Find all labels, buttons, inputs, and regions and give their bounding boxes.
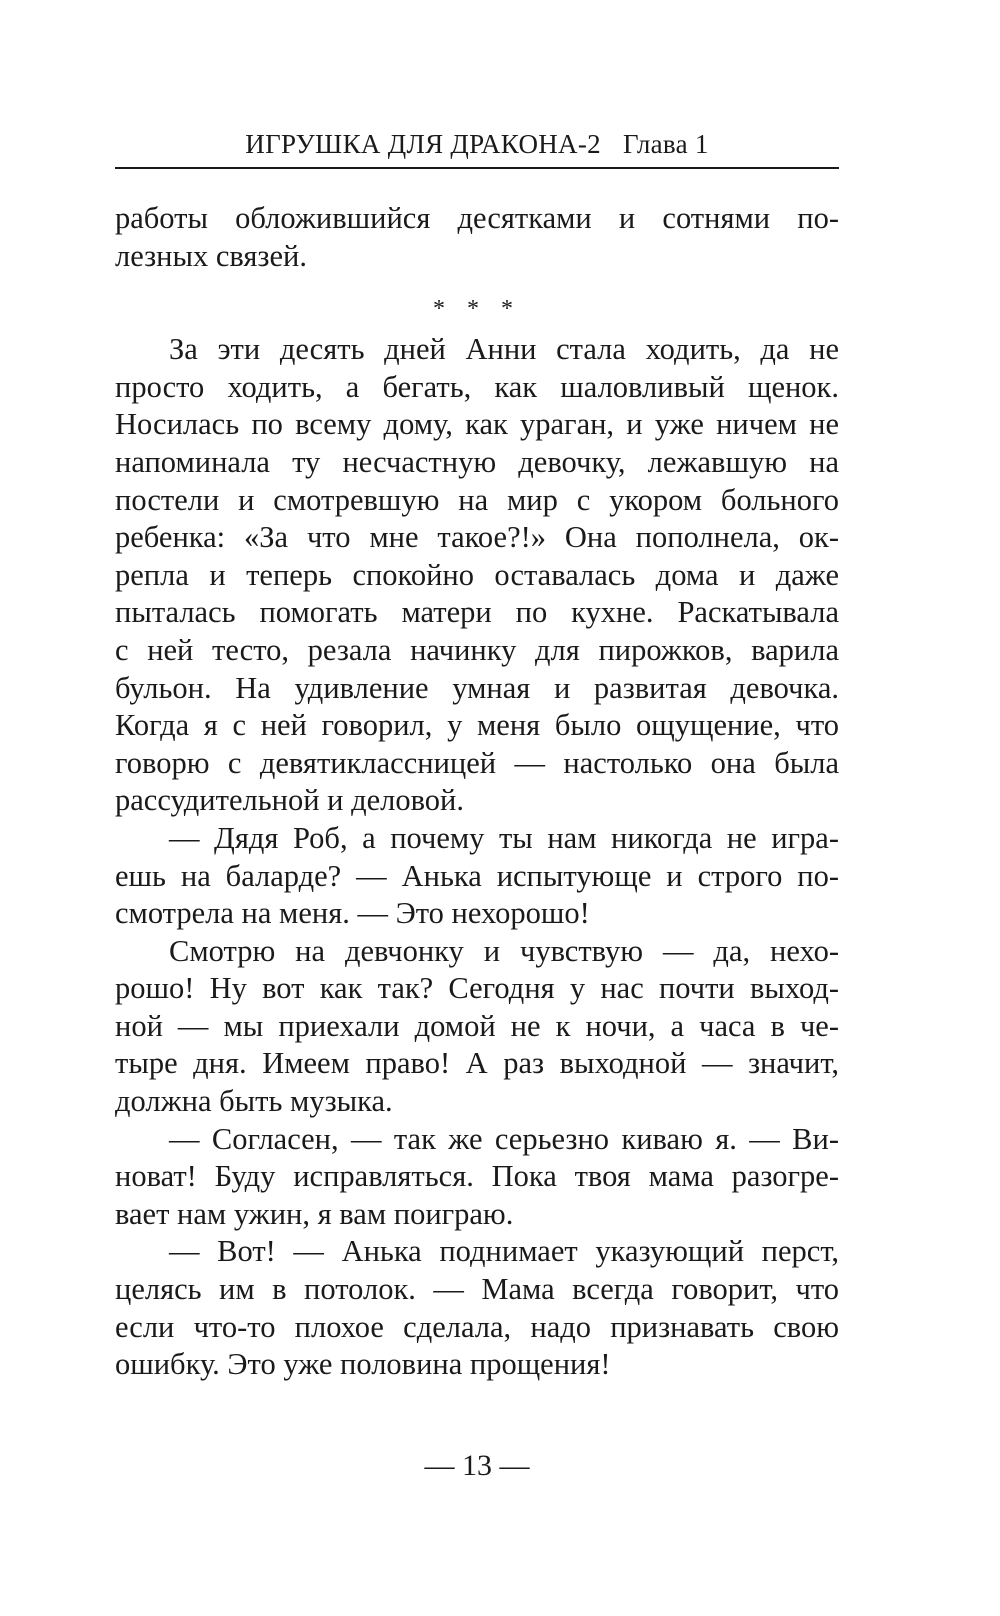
- text-line: ной — мы приехали домой не к ночи, а часа в че-: [115, 1008, 839, 1043]
- text-line: лезных связей.: [115, 238, 307, 273]
- text-line: — Дядя Роб, а почему ты нам никогда не игра-: [169, 820, 839, 855]
- book-title: ИГРУШКА ДЛЯ ДРАКОНА-2: [245, 129, 601, 159]
- text-line: За эти десять дней Анни стала ходить, да не: [169, 332, 839, 367]
- text-line: с ней тесто, резала начинку для пирожков, варила: [115, 632, 839, 667]
- section-separator: * * *: [433, 296, 521, 323]
- text-line: ешь на баларде? — Анька испытующе и строго по-: [115, 858, 839, 893]
- text-line: бульон. На удивление умная и развитая девочка.: [115, 670, 839, 705]
- text-line: целясь им в потолок. — Мама всегда говорит, что: [115, 1272, 839, 1307]
- text-line: смотрела на меня. — Это нехорошо!: [115, 896, 590, 931]
- text-line: Носилась по всему дому, как ураган, и уже ничем не: [115, 407, 839, 442]
- text-line: говорю с девятиклассницей — настолько она была: [115, 745, 839, 780]
- text-line: рошо! Ну вот как так? Сегодня у нас почти выход-: [115, 971, 839, 1006]
- text-line: тыре дня. Имеем право! А раз выходной — значит,: [115, 1046, 839, 1081]
- text-line: — Согласен, — так же серьезно киваю я. — Ви-: [169, 1121, 839, 1156]
- text-line: должна быть музыка.: [115, 1084, 393, 1119]
- text-line: новат! Буду исправляться. Пока твоя мама разогре-: [115, 1159, 839, 1194]
- text-line: рассудительной и деловой.: [115, 783, 465, 818]
- text-line: ошибку. Это уже половина прощения!: [115, 1347, 611, 1382]
- text-block: [115, 200, 839, 1384]
- text-line: вает нам ужин, я вам поиграю.: [115, 1196, 514, 1231]
- text-line: Когда я с ней говорил, у меня было ощущение, что: [115, 708, 839, 743]
- text-line: работы обложившийся десятками и сотнями по-: [115, 201, 839, 235]
- text-line: напоминала ту несчастную девочку, лежавшую на: [115, 444, 839, 479]
- text-line: — Вот! — Анька поднимает указующий перст,: [169, 1234, 839, 1269]
- page-number: — 13 —: [424, 1449, 530, 1482]
- text-line: пыталась помогать матери по кухне. Раскатывала: [115, 595, 839, 630]
- text-line: постели и смотревшую на мир с укором больного: [115, 482, 839, 517]
- text-line: Смотрю на девчонку и чувствую — да, нехо-: [169, 933, 839, 968]
- text-line: репла и теперь спокойно оставалась дома и даже: [115, 557, 839, 592]
- text-line: просто ходить, а бегать, как шаловливый щенок.: [115, 369, 839, 404]
- text-line: если что-то плохое сделала, надо признавать свою: [115, 1309, 839, 1344]
- running-head: [115, 121, 839, 169]
- text-line: ребенка: «За что мне такое?!» Она пополнела, ок-: [115, 520, 839, 555]
- chapter-label: Глава 1: [622, 129, 709, 159]
